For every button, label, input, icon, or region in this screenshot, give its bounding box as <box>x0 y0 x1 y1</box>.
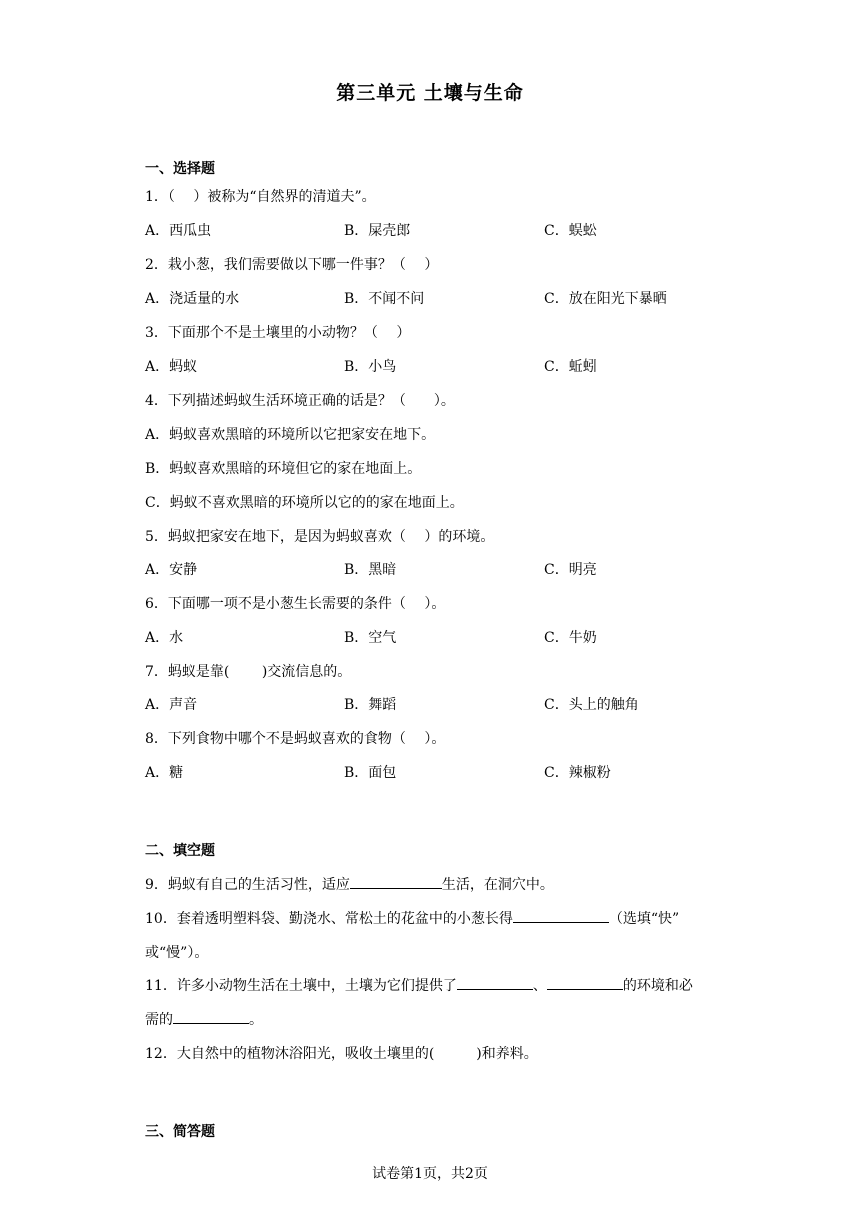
q11-text-mid: 、 <box>532 978 547 994</box>
q11-blank-1 <box>457 975 533 990</box>
section-heading-fill: 二、填空题 <box>145 843 215 859</box>
q7-option-c: C．头上的触角 <box>544 697 639 713</box>
q4-option-b: B．蚂蚁喜欢黑暗的环境但它的家在地面上。 <box>145 461 422 477</box>
q10-text-after: （选填“快” <box>608 911 680 927</box>
question-2: 2．栽小葱，我们需要做以下哪一件事？（ ） <box>145 257 439 273</box>
q6-option-b: B．空气 <box>344 630 397 646</box>
q11-line2-after: 。 <box>249 1012 263 1028</box>
q7-option-b: B．舞蹈 <box>344 697 397 713</box>
page-title: 第三单元 土壤与生命 <box>336 82 524 104</box>
q5-option-a: A．安静 <box>145 562 198 578</box>
question-11 <box>145 975 693 995</box>
q6-option-a: A．水 <box>145 630 184 646</box>
q10-text-before: 10．套着透明塑料袋、勤浇水、常松土的花盆中的小葱长得 <box>145 911 513 927</box>
question-4: 4．下列描述蚂蚁生活环境正确的话是？（ ）。 <box>145 393 455 409</box>
q11-line2-before: 需的 <box>145 1012 173 1028</box>
section-heading-short-answer: 三、简答题 <box>145 1124 215 1140</box>
q2-option-a: A．浇适量的水 <box>145 291 240 307</box>
page-footer: 试卷第1页，共2页 <box>372 1166 488 1182</box>
q8-option-a: A．糖 <box>145 765 184 781</box>
question-12: 12．大自然中的植物沐浴阳光，吸收土壤里的( )和养料。 <box>145 1046 538 1062</box>
q8-option-b: B．面包 <box>344 765 397 781</box>
q5-option-b: B．黑暗 <box>344 562 397 578</box>
q11-text-before: 11．许多小动物生活在土壤中，土壤为它们提供了 <box>145 978 457 994</box>
q9-text-after: 生活，在洞穴中。 <box>441 877 554 893</box>
q11-blank-2 <box>547 975 623 990</box>
q3-option-c: C．蚯蚓 <box>544 359 597 375</box>
q1-option-a: A．西瓜虫 <box>145 223 212 239</box>
question-8: 8．下列食物中哪个不是蚂蚁喜欢的食物（ ）。 <box>145 731 446 747</box>
q1-option-b: B．屎壳郎 <box>344 223 411 239</box>
q2-option-c: C．放在阳光下暴晒 <box>544 291 667 307</box>
question-6: 6．下面哪一项不是小葱生长需要的条件（ ）。 <box>145 596 446 612</box>
question-10 <box>145 908 679 928</box>
q11-line-2 <box>145 1009 263 1029</box>
question-3: 3．下面那个不是土壤里的小动物？（ ） <box>145 325 411 341</box>
question-1: 1．（ ）被称为“自然界的清道夫”。 <box>145 189 376 205</box>
q10-blank <box>513 908 609 923</box>
q9-blank <box>350 874 442 889</box>
q11-text-after: 的环境和必 <box>622 978 693 994</box>
q7-option-a: A．声音 <box>145 697 198 713</box>
q6-option-c: C．牛奶 <box>544 630 597 646</box>
q1-option-c: C．蜈蚣 <box>544 223 597 239</box>
q4-option-c: C．蚂蚁不喜欢黑暗的环境所以它的的家在地面上。 <box>145 495 464 511</box>
q5-option-c: C．明亮 <box>544 562 597 578</box>
q10-line-2: 或“慢”）。 <box>145 945 209 961</box>
question-5: 5．蚂蚁把家安在地下，是因为蚂蚁喜欢（ ）的环境。 <box>145 529 495 545</box>
question-7: 7．蚂蚁是靠( )交流信息的。 <box>145 664 352 680</box>
q8-option-c: C．辣椒粉 <box>544 765 611 781</box>
q3-option-a: A．蚂蚁 <box>145 359 198 375</box>
section-heading-choice: 一、选择题 <box>145 161 215 177</box>
q11-blank-3 <box>173 1009 249 1024</box>
question-9 <box>145 874 554 894</box>
q2-option-b: B．不闻不问 <box>344 291 425 307</box>
q4-option-a: A．蚂蚁喜欢黑暗的环境所以它把家安在地下。 <box>145 427 436 443</box>
q9-text-before: 9．蚂蚁有自己的生活习性，适应 <box>145 877 350 893</box>
q3-option-b: B．小鸟 <box>344 359 397 375</box>
